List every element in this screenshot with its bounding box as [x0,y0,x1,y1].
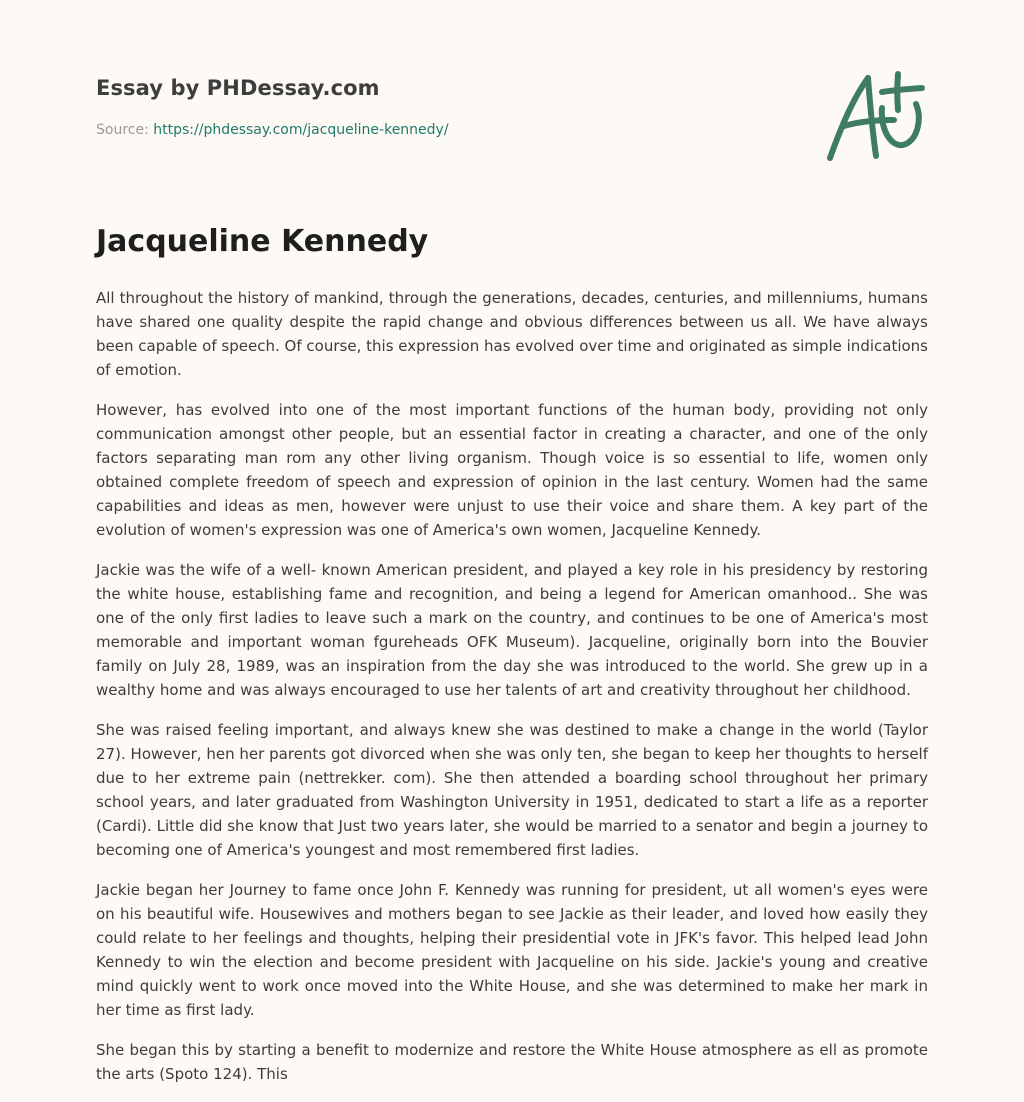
essay-paragraph: Jackie was the wife of a well- known American president, and played a key role in his presidency by restoring the white house, establishing fame and recognition, and being a legend for American omanhood.. She was one of the only first ladies to leave such a mark on the country, and continues to be one of America's most memorable and important woman fgureheads OFK Museum). Jacqueline, originally born into the Bouvier family on July 28, 1989, was an inspiration from the day she was introduced to the world. She grew up in a wealthy home and was always encouraged to use her talents of art and creativity throughout her childhood. [96,561,928,699]
essay-body [96,286,928,1102]
source-label: Source: [96,122,149,138]
essay-paragraph: All throughout the history of mankind, through the generations, decades, centuries, and millenniums, humans have shared one quality despite the rapid change and obvious differences between us all. We have always been capable of speech. Of course, this expression has evolved over time and originated as simple indications of emotion. [96,289,928,379]
site-brand: Essay by PHDessay.com [96,76,380,100]
essay-header [96,76,796,138]
source-line [96,122,796,138]
essay-title: Jacqueline Kennedy [96,224,429,259]
source-link[interactable]: https://phdessay.com/jacqueline-kennedy/ [153,122,449,138]
essay-paragraph: However, has evolved into one of the most important functions of the human body, providing not only communication amongst other people, but an essential factor in creating a character, and one of the only factors separating man rom any other living organism. Though voice is so essential to life, women only obtained complete freedom of speech and expression of opinion in the last century. Women had the same capabilities and ideas as men, however were unjust to use their voice and share them. A key part of the evolution of women's expression was one of America's own women, Jacqueline Kennedy. [96,401,928,539]
a-plus-logo-icon [818,64,930,168]
essay-paragraph: Jackie began her Journey to fame once John F. Kennedy was running for president, ut all women's eyes were on his beautiful wife. Housewives and mothers began to see Jackie as their leader, and loved how easily they could relate to her feelings and thoughts, helping their presidential vote in JFK's favor. This helped lead John Kennedy to win the election and become president with Jacqueline on his side. Jackie's young and creative mind quickly went to work once moved into the White House, and she was determined to make her mark in her time as first lady. [96,881,928,1019]
essay-paragraph: She was raised feeling important, and always knew she was destined to make a change in the world (Taylor 27). However, hen her parents got divorced when she was only ten, she began to keep her thoughts to herself due to her extreme pain (nettrekker. com). She then attended a boarding school throughout her primary school years, and later graduated from Washington University in 1951, dedicated to start a life as a reporter (Cardi). Little did she know that Just two years later, she would be married to a senator and begin a journey to becoming one of America's youngest and most remembered first ladies. [96,721,928,859]
essay-paragraph: She began this by starting a benefit to modernize and restore the White House atmosphere as ell as promote the arts (Spoto 124). This [96,1041,928,1083]
